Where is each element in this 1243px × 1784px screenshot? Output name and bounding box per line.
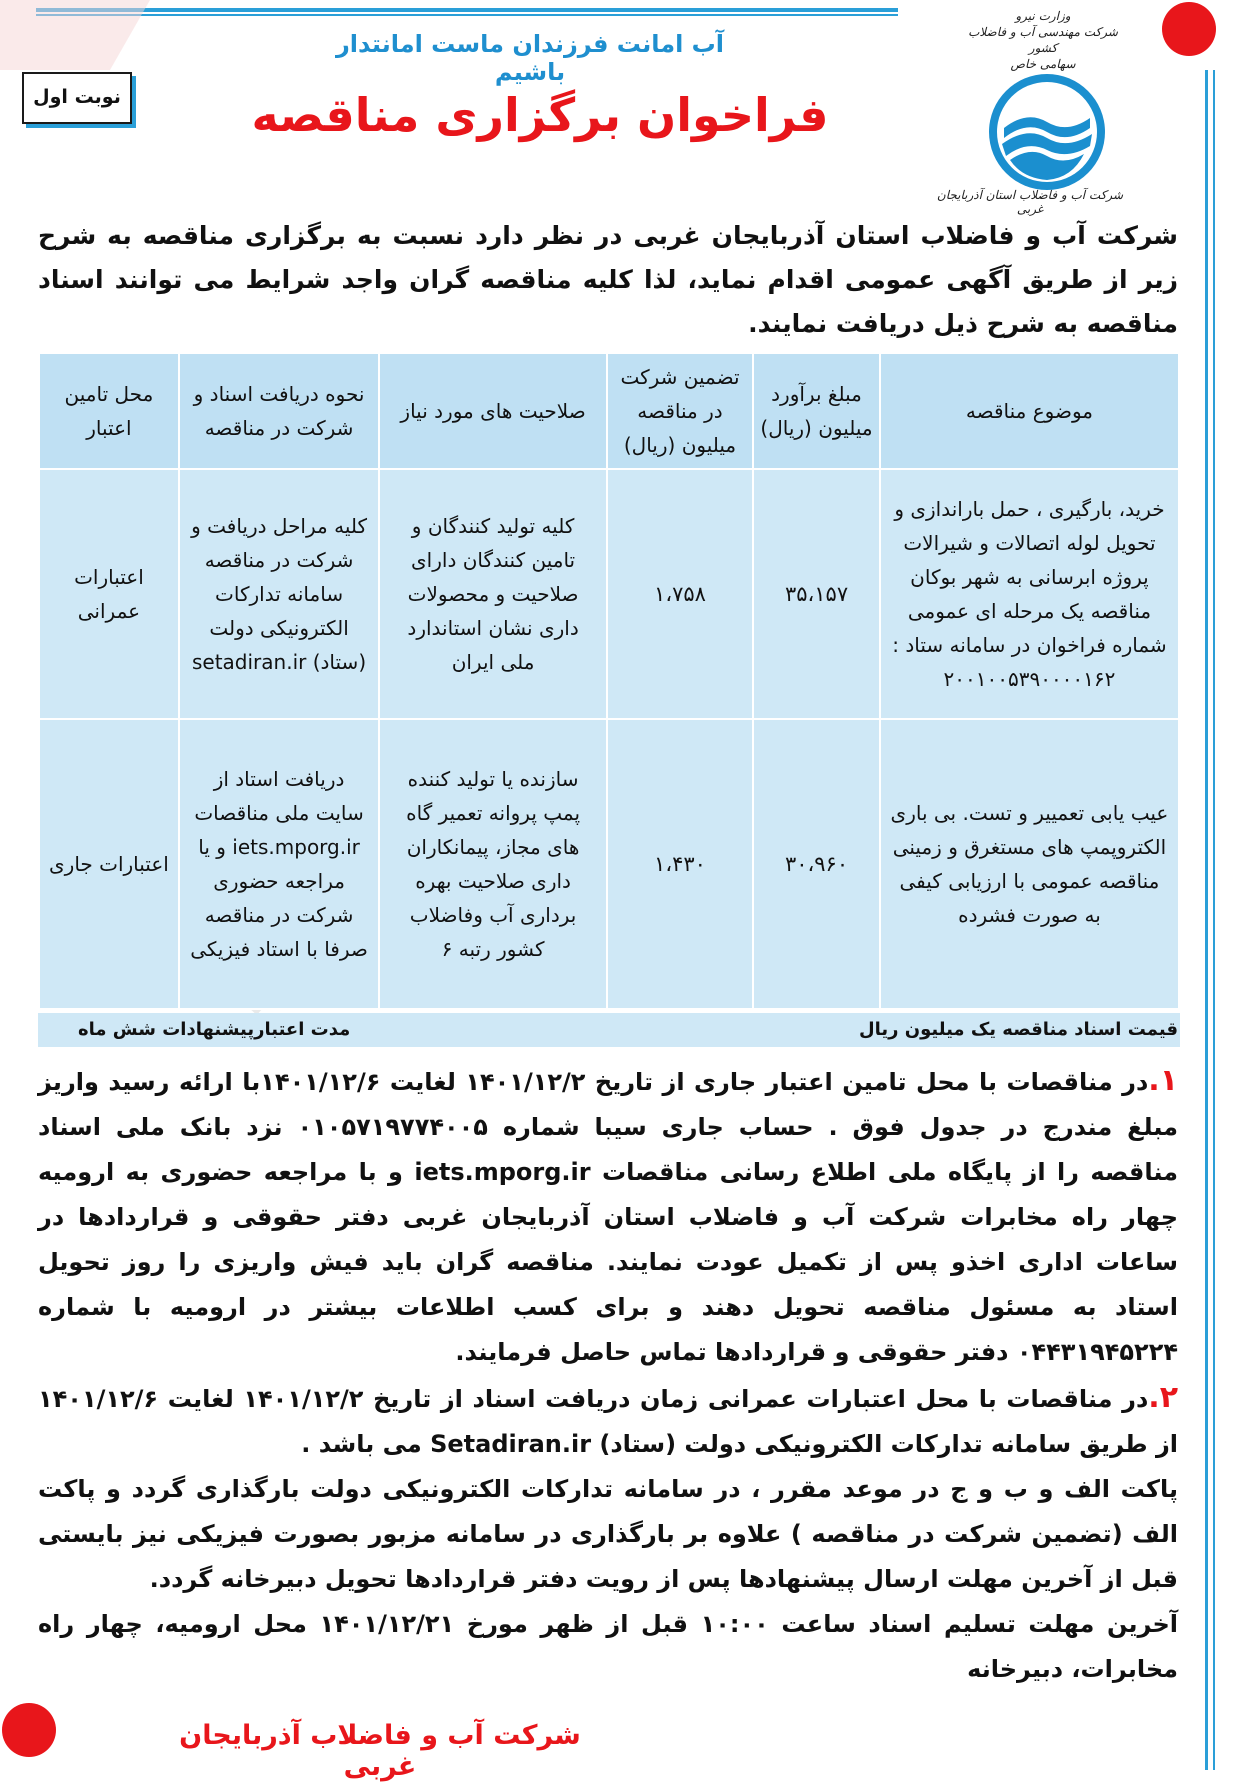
round-label: نوبت اول (22, 72, 132, 124)
cell-method: کلیه مراحل دریافت و شرکت در مناقصه سامانه تدارکات الکترونیکی دولت (ستاد) setadiran.ir (179, 469, 379, 719)
top-border-line (36, 8, 898, 12)
table-footnote (38, 1013, 1180, 1047)
conditions-text (38, 1058, 1178, 1692)
right-border-line-thin (1213, 70, 1215, 1770)
ministry-line: وزارت نیرو (1015, 9, 1071, 23)
top-border-line-thin (36, 14, 898, 16)
cell-subject: خرید، بارگیری ، حمل باراندازی و تحویل لوله اتصالات و شیرالات پروژه ابرسانی به شهر بوکان مناقصه یک مرحله ای عمومی شماره فراخوان در سامانه ستاد : ۲۰۰۱۰۰۵۳۹۰۰۰۰۱۶۲ (880, 469, 1179, 719)
cell-guarantee: ۱،۴۳۰ (607, 719, 753, 1009)
cell-funding: اعتبارات جاری (39, 719, 179, 1009)
table-row (39, 469, 1179, 719)
corner-decoration (0, 0, 150, 70)
right-border-line (1205, 70, 1208, 1770)
page-title: فراخوان برگزاری مناقصه (251, 88, 829, 142)
table-header-estimate: مبلغ برآورد میلیون (ریال) (753, 353, 880, 469)
table-header-method: نحوه دریافت اسناد و شرکت در مناقصه (179, 353, 379, 469)
cell-qualification: کلیه تولید کنندگان و تامین کنندگان دارای صلاحیت و محصولات داری نشان استاندارد ملی ایران (379, 469, 607, 719)
offer-validity: مدت اعتبارپیشنهادات شش ماه (78, 1019, 351, 1040)
intro-paragraph: شرکت آب و فاضلاب استان آذربایجان غربی در نظر دارد نسبت به برگزاری مناقصه به شرح زیر از طریق آگهی عمومی اقدام نماید، لذا کلیه مناقصه گران واجد شرایط می توانند اسناد مناقصه به شرح ذیل دریافت نمایند. (38, 221, 1178, 338)
table-header-subject: موضوع مناقصه (880, 353, 1179, 469)
cell-method: دریافت استاد از سایت ملی مناقصات iets.mporg.ir و یا مراجعه حضوری شرکت در مناقصه صرفا با استاد فیزیکی (179, 719, 379, 1009)
paragraph-text: در مناقصات با محل اعتبارات عمرانی زمان دریافت اسناد از تاریخ ۱۴۰۱/۱۲/۲ لغایت ۱۴۰۱/۱۲/۶ از طریق سامانه تدارکات الکترونیکی دولت (ستاد) Setadiran.ir می باشد . (38, 1385, 1178, 1458)
cell-qualification: سازنده یا تولید کننده پمپ پروانه تعمیر گاه های مجاز، پیمانکاران داری صلاحیت بهره برداری آب وفاضلاب کشور رتبه ۶ (379, 719, 607, 1009)
paragraph-4: آخرین مهلت تسلیم اسناد ساعت ۱۰:۰۰ قبل از ظهر مورخ ۱۴۰۱/۱۲/۲۱ محل ارومیه، چهار راه مخابرات، دبیرخانه (38, 1610, 1179, 1683)
cell-funding: اعتبارات عمرانی (39, 469, 179, 719)
cell-guarantee: ۱،۷۵۸ (607, 469, 753, 719)
paragraph-3: پاکت الف و ب و ج در موعد مقرر ، در سامانه تدارکات الکترونیکی دولت بارگذاری گردد و پاکت الف (تضمین شرکت در مناقصه ) علاوه بر بارگذاری در سامانه مزبور بصورت فیزیکی نیز بایستی قبل از آخرین مهلت ارسال پیشنهادها پس از رویت دفتر قراردادها تحویل دبیرخانه گردد. (38, 1475, 1178, 1593)
table-header-funding: محل تامین اعتبار (39, 353, 179, 469)
company-logo-icon (972, 70, 1122, 200)
paragraph-1 (38, 1058, 1178, 1375)
document-price: قیمت اسناد مناقصه یک میلیون ریال (858, 1019, 1178, 1040)
cell-estimate: ۳۰،۹۶۰ (753, 719, 880, 1009)
ministry-line: شرکت مهندسی آب و فاضلاب کشور (968, 25, 1118, 55)
paragraph-number: ۱. (1148, 1063, 1179, 1098)
red-dot-decoration (2, 1703, 56, 1757)
paragraph-text: در مناقصات با محل تامین اعتبار جاری از تاریخ ۱۴۰۱/۱۲/۲ لغایت ۱۴۰۱/۱۲/۶با ارائه رسید واریز مبلغ مندرج در جدول فوق . حساب جاری سیبا شماره ۰۱۰۵۷۱۹۷۷۴۰۰۵ نزد بانک ملی اسناد مناقصه را از پایگاه ملی اطلاع رسانی مناقصات iets.mporg.ir و با مراجعه حضوری به ارومیه چهار راه مخابرات شرکت آب و فاضلاب استان آذربایجان غربی دفتر حقوقی و قراردادها در ساعات اداری اخذو پس از تکمیل عودت نمایند. مناقصه گران باید فیش واریزی را روز تحویل استاد به مسئول مناقصه تحویل دهند و برای کسب اطلاعات بیشتر در ارومیه با شماره ۰۴۴۳۱۹۴۵۲۲۴ دفتر حقوقی و قراردادها تماس حاصل فرمایند. (38, 1068, 1178, 1366)
paragraph-2 (38, 1375, 1178, 1467)
red-dot-decoration (1162, 2, 1216, 56)
paragraph-number: ۲. (1148, 1380, 1179, 1415)
cell-subject: عیب یابی تعمییر و تست. بی باری الکتروپمپ های مستغرق و زمینی مناقصه عمومی با ارزیابی کیفی به صورت فشرده (880, 719, 1179, 1009)
cell-estimate: ۳۵،۱۵۷ (753, 469, 880, 719)
ministry-line: سهامی خاص (1010, 57, 1076, 71)
tender-table (38, 352, 1180, 1010)
ministry-header (968, 8, 1118, 72)
logo-caption: شرکت آب و فاضلاب استان آذربایجان غربی (936, 188, 1124, 216)
table-header-qualification: صلاحیت های مورد نیاز (379, 353, 607, 469)
table-header-guarantee: تضمین شرکت در مناقصه میلیون (ریال) (607, 353, 753, 469)
slogan: آب امانت فرزندان ماست امانتدار باشیم (335, 30, 725, 86)
table-row (39, 719, 1179, 1009)
signature: شرکت آب و فاضلاب آذربایجان غربی (179, 1720, 581, 1782)
